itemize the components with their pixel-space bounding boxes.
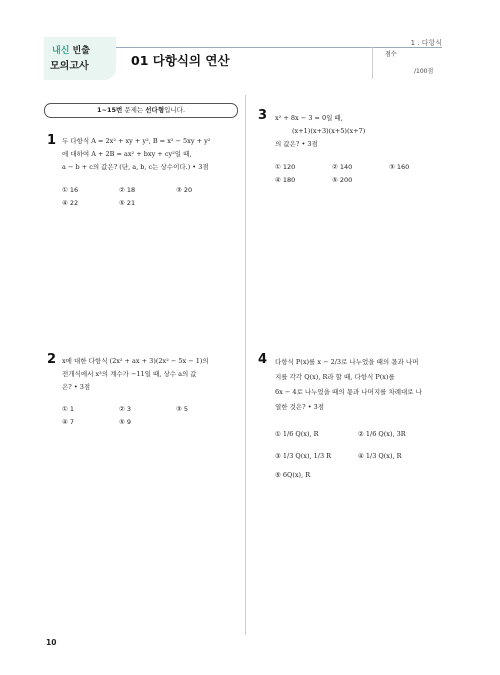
option-5[interactable]: ⑤ 21 [119,199,136,207]
option-1[interactable]: ① 16 [62,186,79,194]
option-5[interactable]: ⑤ 9 [119,418,132,426]
option-4[interactable]: ④ 22 [62,199,79,207]
question-line: 다항식 P(x)를 x − 2/3로 나누었을 때의 몫과 나머 [275,358,419,366]
question-line: 의 값은? • 3점 [275,140,318,148]
question-line: x에 대한 다항식 (2x² + ax + 3)(2x² − 5x − 1)의 [62,357,209,365]
question-line: 6x − 4로 나누었을 때의 몫과 나머지를 차례대로 나 [275,388,422,396]
option-5[interactable]: ⑤ 200 [332,176,353,184]
section-range: 1~15번 [96,106,123,114]
option-3[interactable]: ③ 1/3 Q(x), 1/3 R [275,452,332,460]
option-2[interactable]: ② 18 [119,186,136,194]
question-line: (x+1)(x+3)(x+5)(x+7) [292,127,366,135]
option-5[interactable]: ⑤ 6Q(x), R [275,471,311,479]
option-1[interactable]: ① 120 [275,163,296,171]
question-line: 전개식에서 x³의 계수가 −11일 때, 상수 a의 값 [62,370,197,378]
option-2[interactable]: ② 3 [119,405,132,413]
question-number: 2 [47,352,57,367]
section-bold: 선다형 [145,106,165,114]
column-divider [245,95,246,635]
option-2[interactable]: ② 1/6 Q(x), 3R [358,430,406,438]
badge-line1-rest: 빈출 [69,46,90,56]
question-line: 두 다항식 A = 2x² + xy + y², B = x² − 5xy + y² [62,137,211,145]
question-line: 은? • 3점 [62,383,91,391]
badge-line2: 모의고사 [50,61,89,72]
section-text-b: 입니다. [164,106,186,114]
badge-line1 [52,43,90,56]
question-1-text [62,135,242,174]
option-4[interactable]: ④ 1/3 Q(x), R [358,452,402,460]
question-4-text [275,355,450,415]
option-4[interactable]: ④ 7 [62,418,75,426]
option-1[interactable]: ① 1/6 Q(x), R [275,430,319,438]
question-line: 열한 것은? • 3점 [275,403,325,411]
question-2-text [62,355,242,394]
chapter-label: 1 . 다항식 [410,39,442,47]
question-line: a − b + c의 값은? (단, a, b, c는 상수이다.) • 3점 [62,163,209,171]
badge-line1-accent: 내신 [52,46,70,56]
page-title: 01 다항식의 연산 [131,53,230,68]
question-line: 에 대하여 A + 2B = ax² + bxy + cy²일 때, [62,150,192,158]
option-3[interactable]: ③ 5 [176,405,189,413]
option-2[interactable]: ② 140 [332,163,353,171]
score-total: /100점 [414,68,434,75]
option-3[interactable]: ③ 20 [176,186,193,194]
score-label: 점수 [385,51,397,58]
question-number: 3 [258,108,268,123]
option-4[interactable]: ④ 180 [275,176,296,184]
question-number: 1 [47,133,57,148]
question-number: 4 [258,352,268,367]
question-line: x² + 8x − 3 = 0일 때, [275,114,343,122]
section-text-a: 문제는 [122,106,146,114]
section-instruction [44,103,238,118]
question-3-text [275,112,450,151]
page-number: 10 [46,638,57,647]
option-3[interactable]: ③ 160 [389,163,410,171]
option-1[interactable]: ① 1 [62,405,75,413]
question-line: 지를 각각 Q(x), R라 할 때, 다항식 P(x)를 [275,373,395,381]
